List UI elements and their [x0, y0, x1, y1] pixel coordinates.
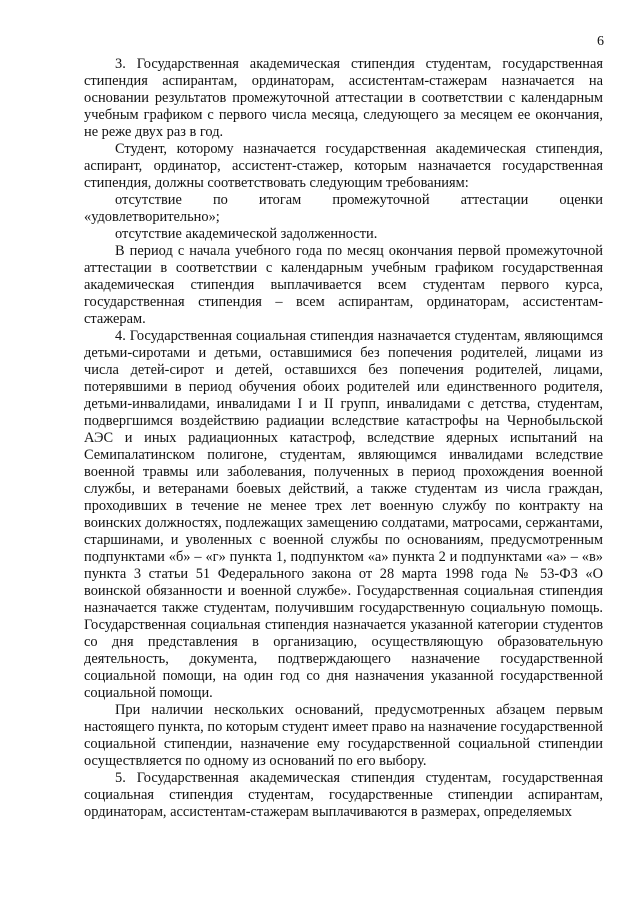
paragraph-requirement-debt: отсутствие академической задолженности. — [115, 226, 378, 242]
paragraph-multiple-grounds: При наличии нескольких оснований, предусмотренных абзацем первым настоящего пункта, по которым студент имеет право на назначение государственной социальной стипендии, назначение ему государственной социальной стипендии осуществляется по одному из оснований по его выбору. — [84, 702, 603, 769]
paragraph-student-requirements: Студент, которому назначается государственная академическая стипендия, аспирант, ординатор, ассистент-стажер, которым назначается государственная стипендия, должны соответствовать следующим требованиям: — [84, 141, 603, 191]
paragraph-item-5: 5. Государственная академическая стипендия студентам, государственная социальная стипендия студентам, государственные стипендии аспирантам, ординаторам, ассистентам-стажерам выплачиваются в размерах, определяемых — [84, 770, 603, 820]
paragraph-item-3: 3. Государственная академическая стипендия студентам, государственная стипендия аспирантам, ординаторам, ассистентам-стажерам назначается на основании результатов промежуточной аттестации в соответствии с календарным учебным графиком с первого числа месяца, следующего за месяцем ее окончания, не реже двух раз в год. — [84, 56, 603, 140]
page-number: 6 — [597, 34, 604, 49]
paragraph-requirement-grades: отсутствие по итогам промежуточной аттестации оценки «удовлетворительно»; — [84, 192, 603, 225]
paragraph-item-4: 4. Государственная социальная стипендия назначается студентам, являющимся детьми-сиротами и детьми, оставшимися без попечения родителей, лицами из числа детей-сирот и детей, оставшихся без попечения родителей, лицами, потерявшими в период обучения обоих родителей или единственного родителя, детьми-инвалидами, инвалидами I и II групп, инвалидами с детства, студентам, подвергшимся воздействию радиации вследствие катастрофы на Чернобыльской АЭС и иных радиационных катастроф, вследствие ядерных испытаний на Семипалатинском полигоне, студентам, являющимся инвалидами вследствие военной травмы или заболевания, полученных в период прохождения военной службы, и ветеранами боевых действий, а также студентам из числа граждан, проходивших в течение не менее трех лет военную службу по контракту на воинских должностях, подлежащих замещению солдатами, матросами, сержантами, старшинами, и уволенных с военной службы по основаниям, предусмотренным подпунктами «б» – «г» пункта 1, подпунктом «а» пункта 2 и подпунктами «а» – «в» пункта 3 статьи 51 Федерального закона от 28 марта 1998 года № 53-ФЗ «О воинской обязанности и военной службе». Государственная социальная стипендия назначается также студентам, получившим государственную социальную помощь. Государственная социальная стипендия назначается указанной категории студентов со дня представления в организацию, осуществляющую образовательную деятельность, документа, подтверждающего назначение государственной социальной помощи, на один год со дня назначения указанной государственной социальной помощи. — [84, 328, 603, 701]
document-body — [84, 56, 603, 821]
paragraph-first-year-period: В период с начала учебного года по месяц окончания первой промежуточной аттестации в соответствии с календарным учебным графиком государственная академическая стипендия выплачивается всем студентам первого курса, государственная стипендия – всем аспирантам, ординаторам, ассистентам-стажерам. — [84, 243, 603, 327]
